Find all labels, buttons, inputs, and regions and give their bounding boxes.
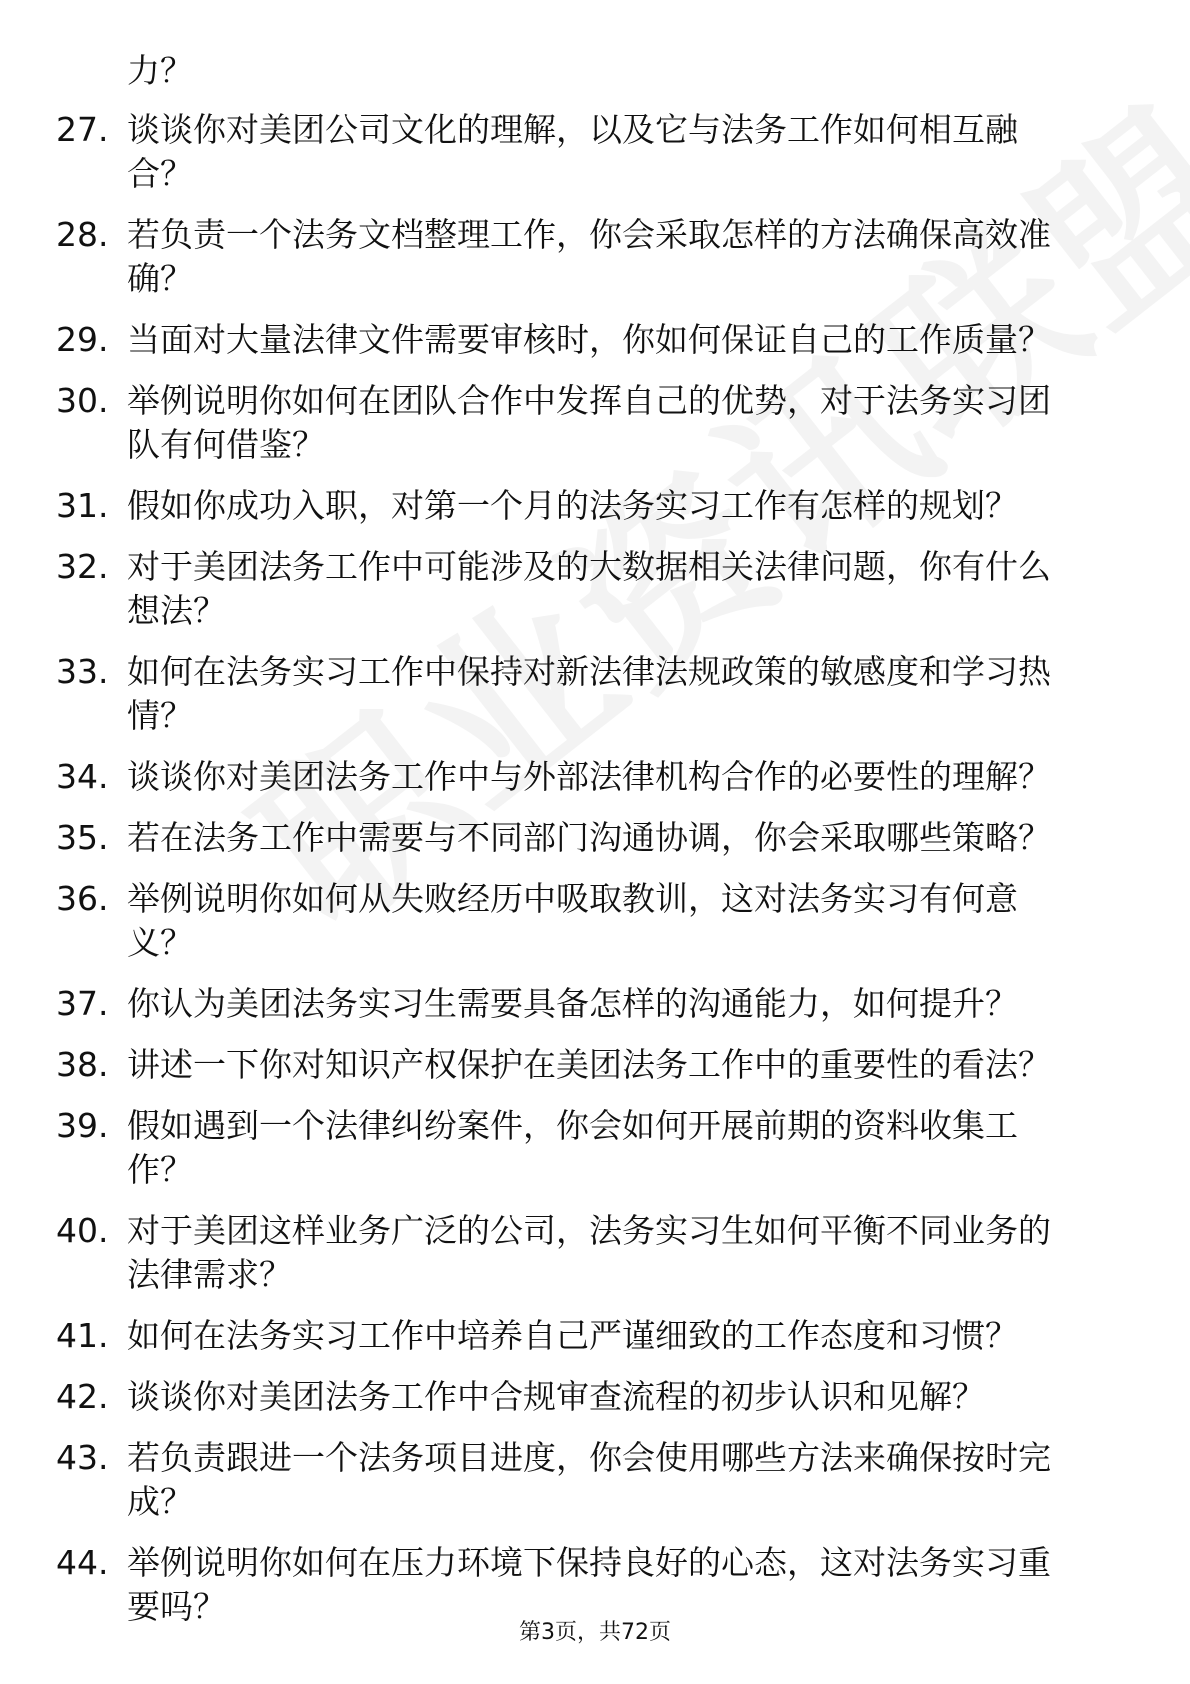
question-text-line: 合？ <box>127 154 193 193</box>
question-text-line: 讲述一下你对知识产权保护在美团法务工作中的重要性的看法？ <box>127 1045 1051 1084</box>
question-number: 32. <box>56 547 109 586</box>
question-item <box>0 982 1190 1026</box>
question-item <box>0 379 1190 467</box>
question-text-line: 若在法务工作中需要与不同部门沟通协调，你会采取哪些策略？ <box>127 818 1051 857</box>
question-text-line: 谈谈你对美团法务工作中与外部法律机构合作的必要性的理解？ <box>127 757 1051 796</box>
question-text-line: 谈谈你对美团公司文化的理解，以及它与法务工作如何相互融 <box>127 110 1018 149</box>
question-text <box>127 1541 1117 1629</box>
question-text-line: 义？ <box>127 923 193 962</box>
question-number: 42. <box>56 1377 109 1416</box>
question-number: 38. <box>56 1045 109 1084</box>
question-text-line: 要吗？ <box>127 1587 226 1626</box>
question-item <box>0 755 1190 799</box>
question-text-line: 若负责跟进一个法务项目进度，你会使用哪些方法来确保按时完 <box>127 1438 1051 1477</box>
question-text-line: 确？ <box>127 259 193 298</box>
question-number: 36. <box>56 879 109 918</box>
question-number: 34. <box>56 757 109 796</box>
question-number: 29. <box>56 320 109 359</box>
question-item <box>0 1375 1190 1419</box>
question-item <box>0 213 1190 301</box>
question-text-line: 假如你成功入职，对第一个月的法务实习工作有怎样的规划？ <box>127 486 1018 525</box>
question-text <box>127 108 1117 196</box>
question-number: 33. <box>56 652 109 691</box>
question-item <box>0 816 1190 860</box>
question-text <box>127 1209 1117 1297</box>
question-text <box>127 1104 1117 1192</box>
question-text-line: 举例说明你如何在团队合作中发挥自己的优势，对于法务实习团 <box>127 381 1051 420</box>
question-text-line: 你认为美团法务实习生需要具备怎样的沟通能力，如何提升？ <box>127 984 1018 1023</box>
question-text <box>127 1375 1117 1419</box>
question-item <box>0 318 1190 362</box>
question-text-line: 情？ <box>127 696 193 735</box>
question-text <box>127 545 1117 633</box>
question-text-line: 假如遇到一个法律纠纷案件，你会如何开展前期的资料收集工 <box>127 1106 1018 1145</box>
question-number: 37. <box>56 984 109 1023</box>
question-text <box>127 816 1117 860</box>
question-text-line: 如何在法务实习工作中保持对新法律法规政策的敏感度和学习热 <box>127 652 1051 691</box>
question-text <box>127 755 1117 799</box>
question-text-line: 对于美团法务工作中可能涉及的大数据相关法律问题，你有什么 <box>127 547 1051 586</box>
question-text <box>127 877 1117 965</box>
question-text-line: 成？ <box>127 1482 193 1521</box>
question-item <box>0 1314 1190 1358</box>
question-text <box>127 650 1117 738</box>
question-item <box>0 108 1190 196</box>
question-text-line: 作？ <box>127 1150 193 1189</box>
question-text-line: 若负责一个法务文档整理工作，你会采取怎样的方法确保高效准 <box>127 215 1051 254</box>
question-item <box>0 1436 1190 1524</box>
question-text <box>127 982 1117 1026</box>
question-item <box>0 650 1190 738</box>
question-number: 30. <box>56 381 109 420</box>
continued-question-text: 力？ <box>127 51 193 90</box>
question-text-line: 队有何借鉴？ <box>127 425 325 464</box>
question-item <box>0 1043 1190 1087</box>
page-footer: 第3页，共72页 <box>519 1620 671 1645</box>
question-number: 28. <box>56 215 109 254</box>
question-text <box>127 484 1117 528</box>
question-item <box>0 1209 1190 1297</box>
question-number: 43. <box>56 1438 109 1477</box>
question-number: 27. <box>56 110 109 149</box>
question-text-line: 举例说明你如何在压力环境下保持良好的心态，这对法务实习重 <box>127 1543 1051 1582</box>
question-text-line: 如何在法务实习工作中培养自己严谨细致的工作态度和习惯？ <box>127 1316 1018 1355</box>
question-number: 40. <box>56 1211 109 1250</box>
question-text <box>127 379 1117 467</box>
question-text <box>127 318 1117 362</box>
question-text <box>127 1436 1117 1524</box>
question-number: 35. <box>56 818 109 857</box>
question-item <box>0 484 1190 528</box>
question-item <box>0 545 1190 633</box>
question-item <box>0 1104 1190 1192</box>
question-text-line: 法律需求？ <box>127 1255 292 1294</box>
question-text <box>127 1043 1117 1087</box>
question-number: 41. <box>56 1316 109 1355</box>
question-text-line: 想法？ <box>127 591 226 630</box>
question-item <box>0 1541 1190 1629</box>
question-text-line: 谈谈你对美团法务工作中合规审查流程的初步认识和见解？ <box>127 1377 985 1416</box>
question-number: 39. <box>56 1106 109 1145</box>
question-number: 31. <box>56 486 109 525</box>
question-text-line: 当面对大量法律文件需要审核时，你如何保证自己的工作质量？ <box>127 320 1051 359</box>
question-number: 44. <box>56 1543 109 1582</box>
question-list <box>0 108 1190 1646</box>
question-text <box>127 1314 1117 1358</box>
question-text-line: 对于美团这样业务广泛的公司，法务实习生如何平衡不同业务的 <box>127 1211 1051 1250</box>
question-item <box>0 877 1190 965</box>
question-text-line: 举例说明你如何从失败经历中吸取教训，这对法务实习有何意 <box>127 879 1018 918</box>
question-text <box>127 213 1117 301</box>
